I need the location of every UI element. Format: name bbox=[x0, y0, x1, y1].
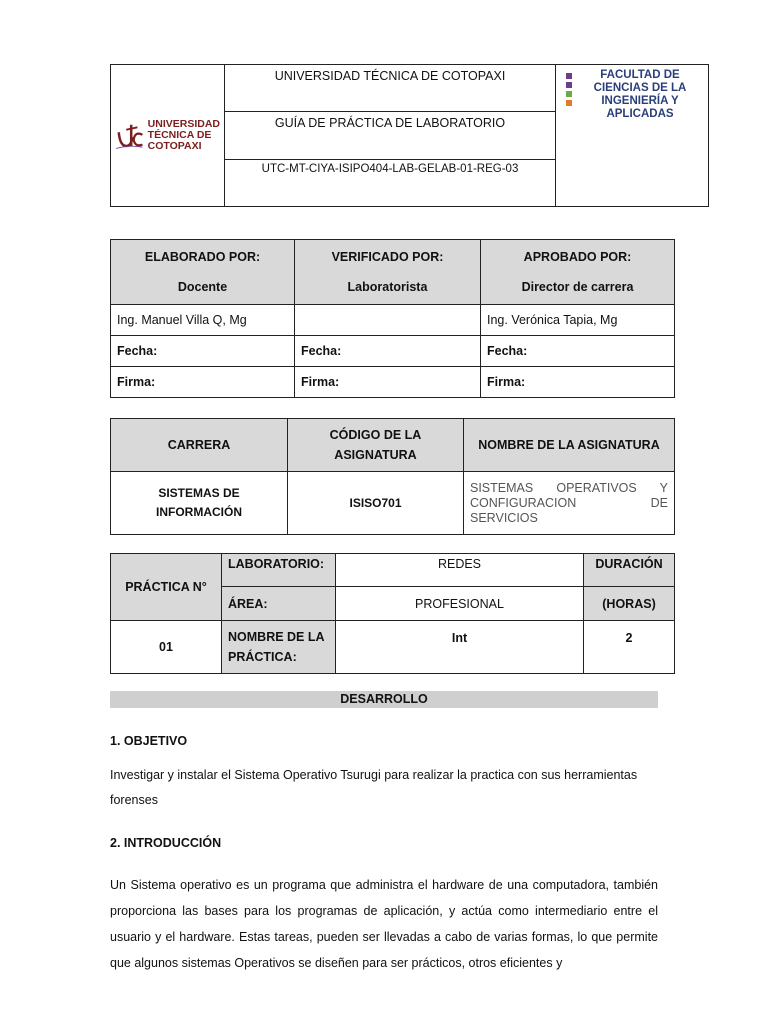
fecha-label: Fecha: bbox=[295, 336, 481, 367]
codigo-value: ISISO701 bbox=[288, 472, 464, 535]
heading-introduccion: 2. INTRODUCCIÓN bbox=[110, 836, 222, 850]
guide-title: GUÍA DE PRÁCTICA DE LABORATORIO bbox=[225, 112, 556, 160]
carrera-table bbox=[110, 418, 675, 535]
utc-logo-line: UNIVERSIDAD bbox=[147, 118, 220, 130]
nombre-practica-value: Int bbox=[336, 621, 584, 674]
signatures-table bbox=[110, 239, 675, 398]
nombre-practica-label: NOMBRE DE LA PRÁCTICA: bbox=[222, 621, 336, 674]
faculty-logo-cell bbox=[556, 65, 709, 207]
section-desarrollo: DESARROLLO bbox=[110, 691, 658, 708]
verificado-name bbox=[295, 305, 481, 336]
faculty-logo bbox=[562, 69, 702, 121]
fecha-label: Fecha: bbox=[111, 336, 295, 367]
firma-label: Firma: bbox=[111, 367, 295, 398]
nombre-asignatura-value: SISTEMAS OPERATIVOS Y CONFIGURACION DE SERVICIOS bbox=[464, 472, 675, 535]
firma-label: Firma: bbox=[481, 367, 675, 398]
verificado-header bbox=[295, 240, 481, 305]
heading-objetivo: 1. OBJETIVO bbox=[110, 734, 188, 748]
fecha-label: Fecha: bbox=[481, 336, 675, 367]
header-table bbox=[110, 64, 709, 207]
elaborado-header bbox=[111, 240, 295, 305]
utc-logo bbox=[115, 112, 220, 160]
area-label: ÁREA: bbox=[222, 587, 336, 621]
verificado-role: Laboratorista bbox=[347, 280, 428, 294]
codigo-header: CÓDIGO DE LA ASIGNATURA bbox=[288, 419, 464, 472]
university-name: UNIVERSIDAD TÉCNICA DE COTOPAXI bbox=[225, 65, 556, 112]
faculty-color-bars-icon bbox=[566, 69, 572, 106]
horas-label: (HORAS) bbox=[584, 587, 675, 621]
area-value: PROFESIONAL bbox=[336, 587, 584, 621]
practica-number: 01 bbox=[111, 621, 222, 674]
aprobado-header bbox=[481, 240, 675, 305]
hours-value: 2 bbox=[584, 621, 675, 674]
faculty-logo-line: FACULTAD DE bbox=[600, 69, 680, 81]
carrera-value: SISTEMAS DE INFORMACIÓN bbox=[111, 472, 288, 535]
document-code: UTC-MT-CIYA-ISIPO404-LAB-GELAB-01-REG-03 bbox=[225, 160, 556, 207]
utc-logo-line: COTOPAXI bbox=[147, 140, 202, 152]
utc-logo-cell bbox=[111, 65, 225, 207]
elaborado-role: Docente bbox=[177, 280, 228, 294]
carrera-header: CARRERA bbox=[111, 419, 288, 472]
practica-table bbox=[110, 553, 675, 674]
elaborado-name: Ing. Manuel Villa Q, Mg bbox=[111, 305, 295, 336]
aprobado-title: APROBADO POR: bbox=[523, 250, 632, 264]
aprobado-role: Director de carrera bbox=[521, 280, 634, 294]
objetivo-text: Investigar y instalar el Sistema Operativo Tsurugi para realizar la practica con sus herramientas forenses bbox=[110, 768, 638, 807]
aprobado-name: Ing. Verónica Tapia, Mg bbox=[481, 305, 675, 336]
firma-label: Firma: bbox=[295, 367, 481, 398]
laboratorio-value: REDES bbox=[336, 554, 584, 587]
duracion-label: DURACIÓN bbox=[584, 554, 675, 587]
faculty-logo-line: INGENIERÍA Y APLICADAS bbox=[601, 95, 679, 120]
nombre-asignatura-header: NOMBRE DE LA ASIGNATURA bbox=[464, 419, 675, 472]
utc-logo-line: TÉCNICA DE bbox=[147, 129, 212, 141]
laboratorio-label: LABORATORIO: bbox=[222, 554, 336, 587]
faculty-logo-line: CIENCIAS DE LA bbox=[593, 82, 687, 94]
elaborado-title: ELABORADO POR: bbox=[144, 250, 261, 264]
utc-emblem-icon bbox=[115, 112, 144, 160]
introduccion-text: Un Sistema operativo es un programa que administra el hardware de una computadora, también proporciona las bases para los programas de aplicación, y actúa como intermediario entre el usuario y el hardware. Estas tareas, pueden ser llevadas a cabo de varias formas, lo que permite que algunos sistemas Operativos se diseñen para ser prácticos, otros eficientes y bbox=[110, 878, 658, 970]
practica-label: PRÁCTICA N° bbox=[111, 554, 222, 621]
verificado-title: VERIFICADO POR: bbox=[331, 250, 444, 264]
